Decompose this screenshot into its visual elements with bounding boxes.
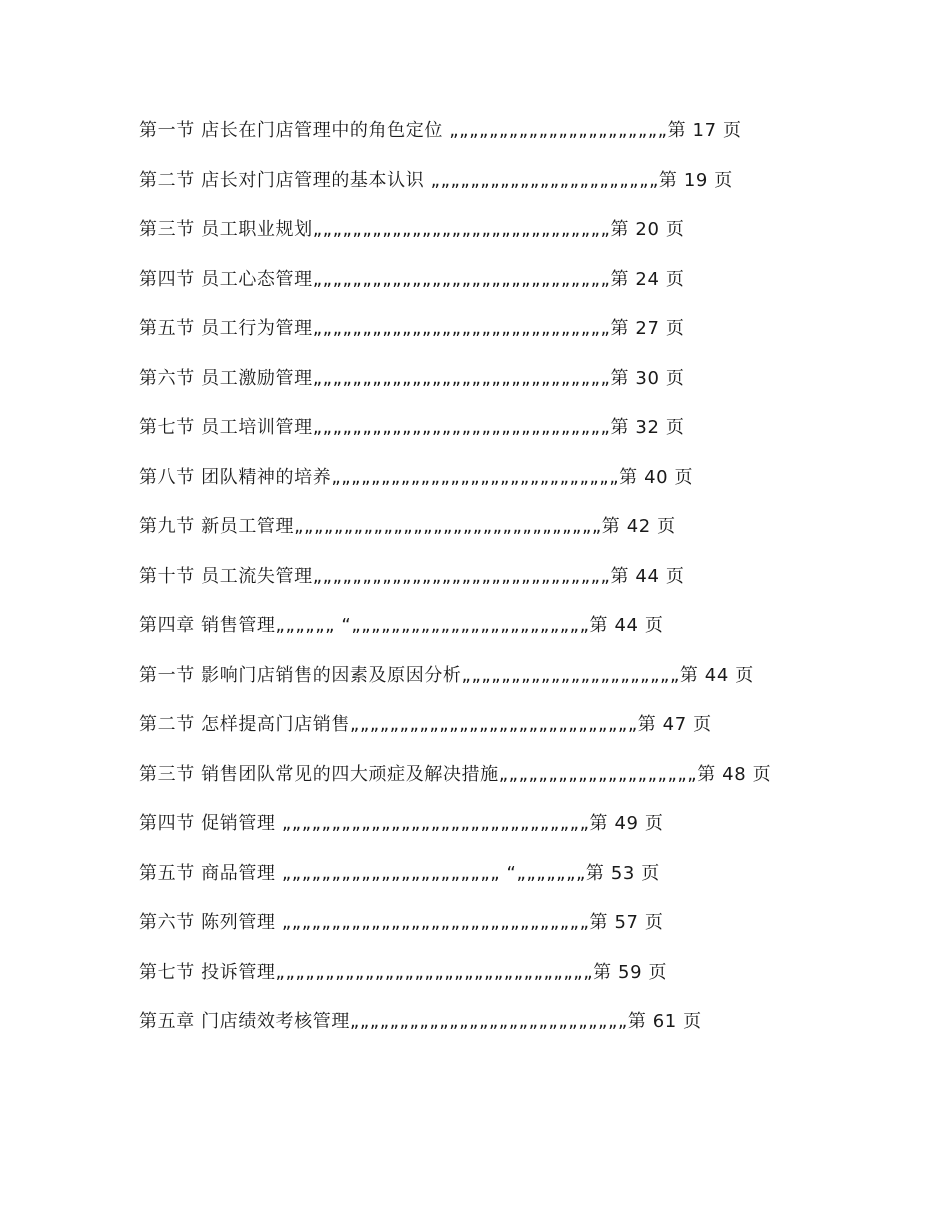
toc-entry: 第八节 团队精神的培养„„„„„„„„„„„„„„„„„„„„„„„„„„„„„第 40 页 [139,466,694,488]
toc-entry: 第六节 员工激励管理„„„„„„„„„„„„„„„„„„„„„„„„„„„„„„第 30 页 [139,367,685,389]
toc-entry: 第三节 销售团队常见的四大顽症及解决措施„„„„„„„„„„„„„„„„„„„„第 48 页 [139,763,772,785]
toc-entry: 第十节 员工流失管理„„„„„„„„„„„„„„„„„„„„„„„„„„„„„„第 44 页 [139,565,685,587]
toc-entry: 第二节 怎样提高门店销售„„„„„„„„„„„„„„„„„„„„„„„„„„„„„第 47 页 [139,714,712,735]
toc-entry: 第三节 员工职业规划„„„„„„„„„„„„„„„„„„„„„„„„„„„„„„第 20 页 [139,219,685,240]
toc-entry: 第五节 员工行为管理„„„„„„„„„„„„„„„„„„„„„„„„„„„„„„第 27 页 [139,318,685,339]
toc-entry: 第九节 新员工管理„„„„„„„„„„„„„„„„„„„„„„„„„„„„„„„第 42 页 [139,516,676,537]
toc-entry: 第五节 商品管理 „„„„„„„„„„„„„„„„„„„„„„ “„„„„„„„第 53 页 [139,862,660,884]
toc-entry: 第一节 店长在门店管理中的角色定位 „„„„„„„„„„„„„„„„„„„„„„第 17 页 [139,120,742,141]
toc-entry: 第六节 陈列管理 „„„„„„„„„„„„„„„„„„„„„„„„„„„„„„„第 57 页 [139,912,664,933]
toc-entry: 第五章 门店绩效考核管理„„„„„„„„„„„„„„„„„„„„„„„„„„„„第 61 页 [139,1011,702,1032]
toc-entry: 第一节 影响门店销售的因素及原因分析„„„„„„„„„„„„„„„„„„„„„„第 44 页 [139,664,754,686]
toc-entry: 第四节 员工心态管理„„„„„„„„„„„„„„„„„„„„„„„„„„„„„„第 24 页 [139,268,685,290]
table-of-contents [139,116,807,1057]
toc-entry: 第七节 投诉管理„„„„„„„„„„„„„„„„„„„„„„„„„„„„„„„„第 59 页 [139,961,668,983]
toc-entry: 第四节 促销管理 „„„„„„„„„„„„„„„„„„„„„„„„„„„„„„„第 49 页 [139,813,664,834]
toc-entry: 第四章 销售管理„„„„„„ “„„„„„„„„„„„„„„„„„„„„„„„„第 44 页 [139,615,664,636]
toc-entry: 第七节 员工培训管理„„„„„„„„„„„„„„„„„„„„„„„„„„„„„„第 32 页 [139,417,685,438]
toc-entry: 第二节 店长对门店管理的基本认识 „„„„„„„„„„„„„„„„„„„„„„„第 19 页 [139,169,733,191]
